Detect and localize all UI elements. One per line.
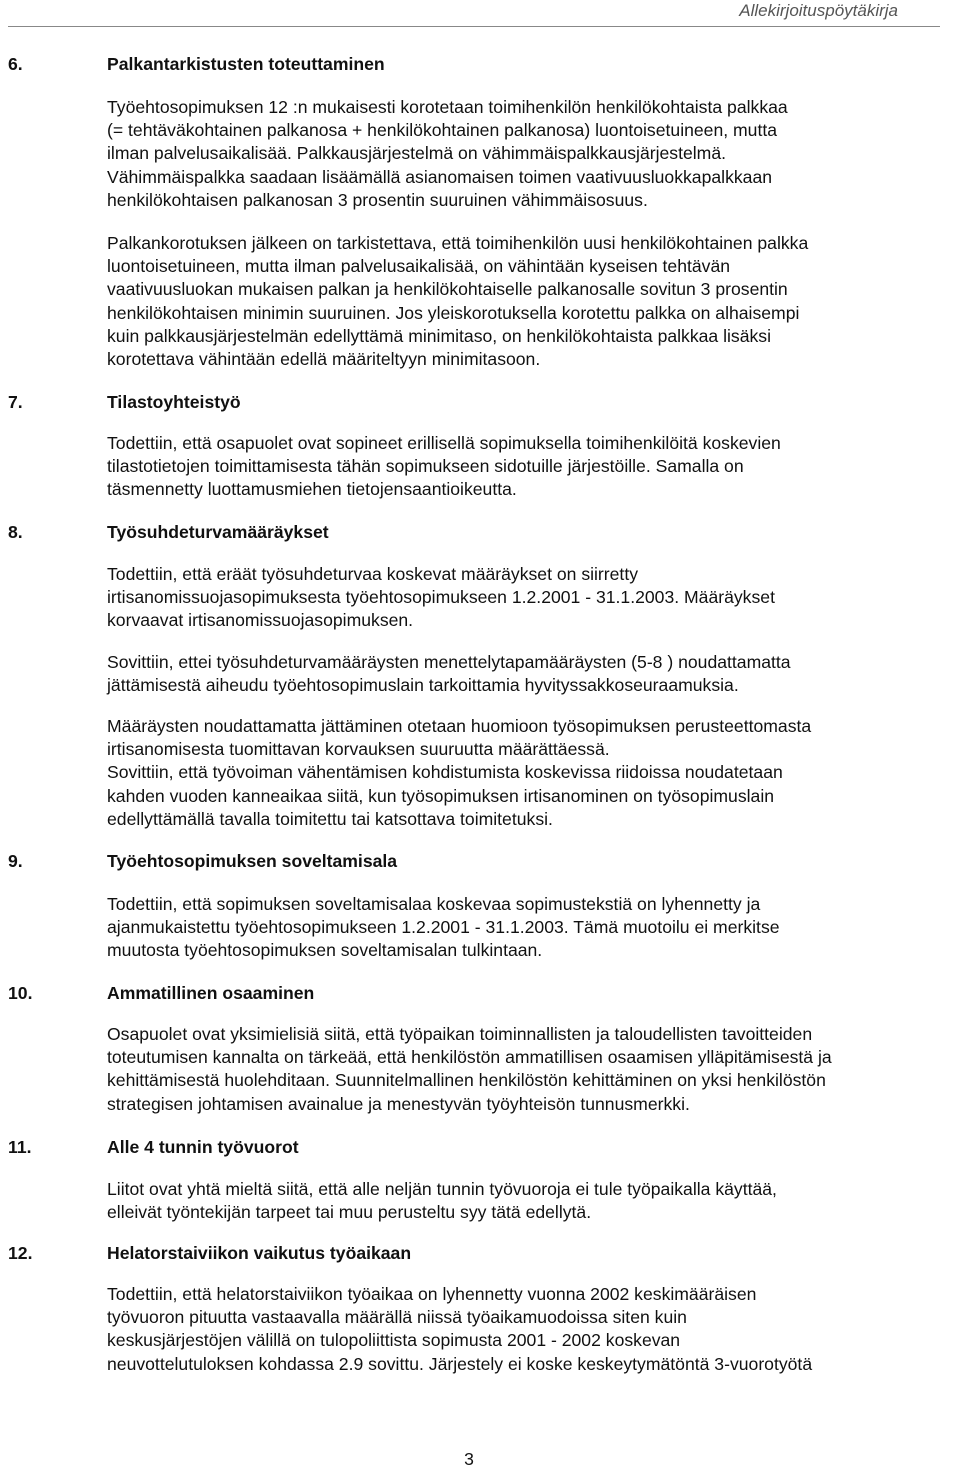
section-9-title: Työehtosopimuksen soveltamisala [107,851,398,871]
section-7-paragraph-1: Todettiin, että osapuolet ovat sopineet erillisellä sopimuksella toimihenkilöitä koskevien tilastotietojen toimittamisesta tähän sopimukseen sidotuille järjestöille. Samalla on täsmennetty luottamusmiehen tietojensaantioikeutta. [107,433,781,500]
section-8-paragraph-3: Määräysten noudattamatta jättäminen otetaan huomioon työsopimuksen perusteettomasta irtisanomisesta tuomittavan korvauksen suuruutta määrättäessä. Sovittiin, että työvoiman vähentämisen kohdistumista koskevissa riidoissa noudatetaan kahden vuoden kanneaikaa siitä, kun työsopimuksen irtisanominen on työsopimuslain edellyttämällä tavalla toimitettu tai katsottava toimitetuksi. [107,716,812,829]
section-8-paragraph-2: Sovittiin, ettei työsuhdeturvamääräysten menettelytapamääräysten (5-8 ) noudattamatta jättämisestä aiheudu työehtosopimuslain tarkoittamia hyvityssakkoseuraamuksia. [107,652,791,696]
section-12-title: Helatorstaiviikon vaikutus työaikaan [107,1243,412,1263]
section-10-paragraph-1: Osapuolet ovat yksimielisiä siitä, että työpaikan toiminnallisten ja taloudellisten tavoitteiden toteutumisen kannalta on tärkeää, että henkilöstön ammatillisen osaamisen ylläpitämisestä ja kehittämisestä huolehditaan. Suunnitelmallinen henkilöstön kehittäminen on yksi henkilöstön strategisen johtamisen avainalue ja menestyvän työyhteisön tunnusmerkki. [107,1024,832,1114]
section-11-title: Alle 4 tunnin työvuorot [107,1137,299,1157]
section-6-paragraph-1: Työehtosopimuksen 12 :n mukaisesti korotetaan toimihenkilön henkilökohtaista palkkaa (= tehtäväkohtainen palkanosa + henkilökohtainen palkanosa) luontoisetuineen, mutta ilman palvelusaikalisää. Palkkausjärjestelmä on vähimmäispalkkausjärjestelmä. Vähimmäispalkka saadaan lisäämällä asianomaisen toimen vaativuusluokkapalkkaan henkilökohtaisen palkanosan 3 prosentin suuruinen vähimmäisosuus. [107,97,788,210]
section-12-number: 12. [8,1243,33,1263]
section-12-paragraph-1: Todettiin, että helatorstaiviikon työaikaa on lyhennetty vuonna 2002 keskimääräisen työvuoron pituutta vastaavalla määrällä niissä työaikamuodoissa siten kuin keskusjärjestöjen välillä on tulopoliittista sopimusta 2001 - 2002 koskevan neuvottelutuloksen kohdassa 2.9 sovittu. Järjestely ei koske keskeytymätöntä 3-vuorotyötä [107,1284,813,1374]
section-11-paragraph-1: Liitot ovat yhtä mieltä siitä, että alle neljän tunnin työvuoroja ei tule työpaikalla käyttää, elleivät työntekijän tarpeet tai muu perusteltu syy tätä edellytä. [107,1179,777,1223]
section-9-paragraph-1: Todettiin, että sopimuksen soveltamisalaa koskevaa sopimustekstiä on lyhennetty ja ajanmukaistettu työehtosopimukseen 1.2.2001 - 31.1.2003. Tämä muotoilu ei merkitse muutosta työehtosopimuksen soveltamisalan tulkintaan. [107,894,780,961]
section-8-paragraph-1: Todettiin, että eräät työsuhdeturvaa koskevat määräykset on siirretty irtisanomissuojasopimuksesta työehtosopimukseen 1.2.2001 - 31.1.2003. Määräykset korvaavat irtisanomissuojasopimuksen. [107,564,775,631]
section-10-number: 10. [8,983,33,1003]
section-9-number: 9. [8,851,23,871]
section-6-number: 6. [8,54,23,74]
section-6-paragraph-2: Palkankorotuksen jälkeen on tarkistettava, että toimihenkilön uusi henkilökohtainen palkka luontoisetuineen, mutta ilman palvelusaikalisää, on vähintään kyseisen tehtävän vaativuusluokan mukaisen palkan ja henkilökohtaiselle palkanosalle sovitun 3 prosentin henkilökohtaisen minimin suuruinen. Jos yleiskorotuksella korotettu palkka on alhaisempi kuin palkkausjärjestelmän edellyttämä minimitaso, on henkilökohtaista palkkaa lisäksi korotettava vähintään edellä määriteltyyn minimitasoon. [107,233,809,370]
section-11-number: 11. [8,1137,32,1157]
document-header-title: Allekirjoituspöytäkirja [739,1,898,20]
section-6-title: Palkantarkistusten toteuttaminen [107,54,385,74]
section-8-title: Työsuhdeturvamääräykset [107,522,329,542]
page-number: 3 [464,1449,474,1469]
section-10-title: Ammatillinen osaaminen [107,983,315,1003]
section-8-number: 8. [8,522,23,542]
header-divider [8,26,940,27]
section-7-number: 7. [8,392,23,412]
section-7-title: Tilastoyhteistyö [107,392,241,412]
